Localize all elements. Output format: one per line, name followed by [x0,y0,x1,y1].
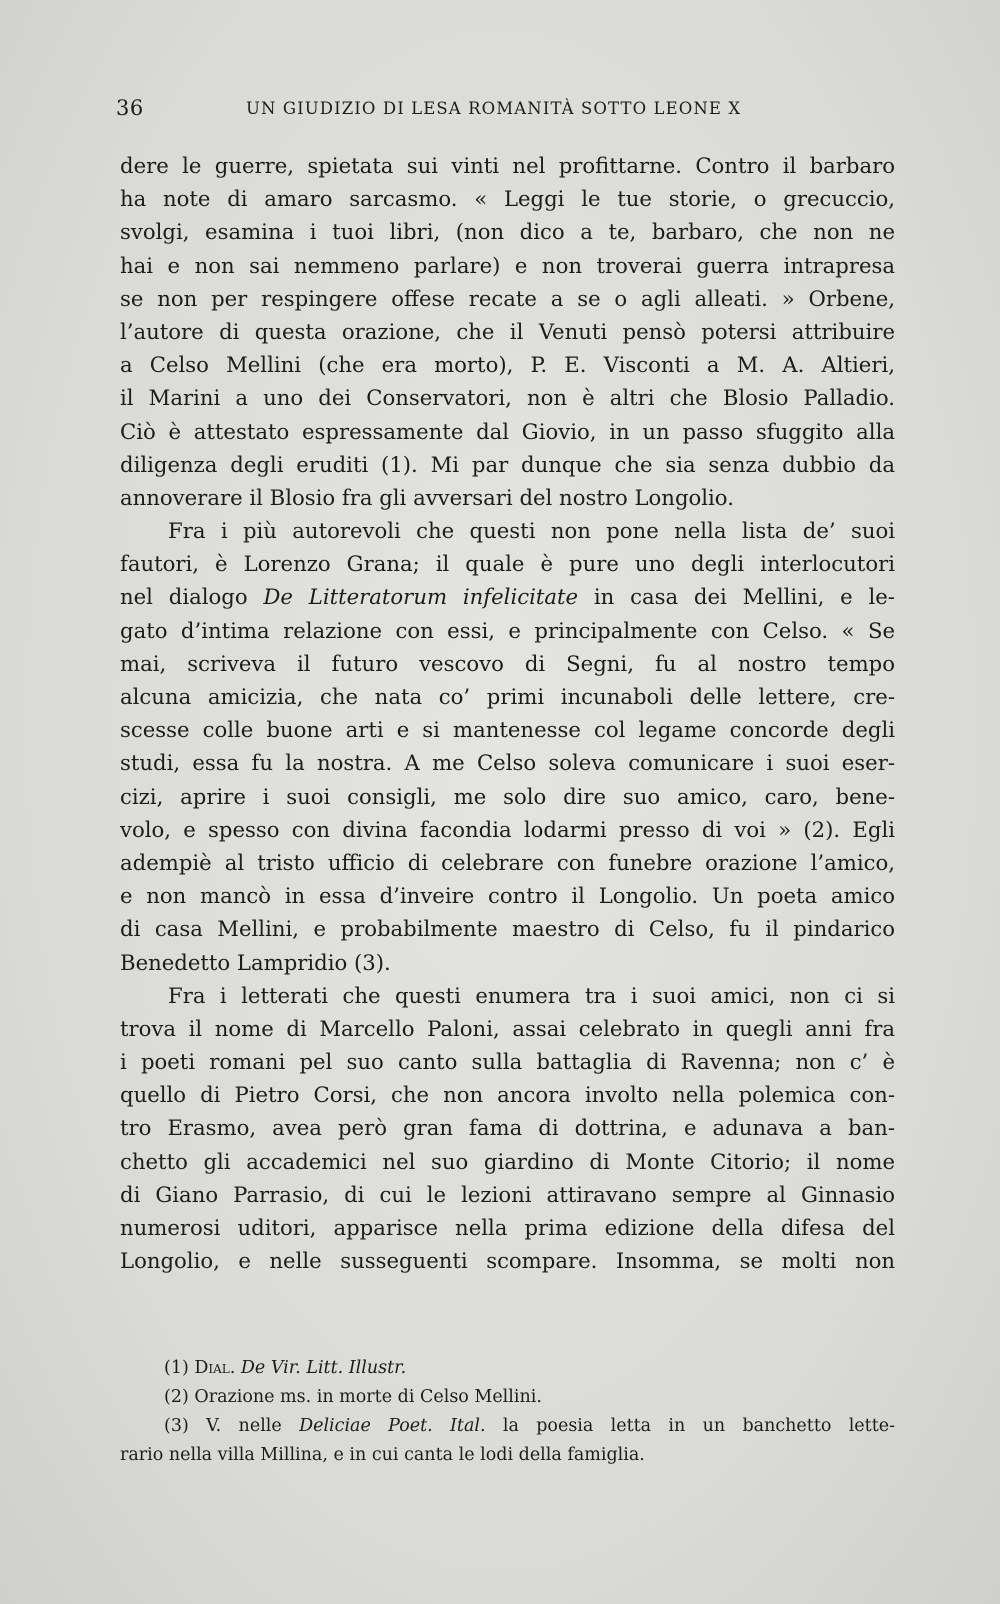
text-line: chetto gli accademici nel suo giardino di Monte Citorio; il nome [120,1148,895,1174]
text-line: ha note di amaro sarcasmo. « Leggi le tue storie, o grecuccio, [120,186,895,212]
paragraph-start-line: Fra i letterati che questi enumera tra i suoi amici, non ci si [168,982,895,1008]
text-line: tro Erasmo, avea però gran fama di dottrina, e adunava a ban- [120,1115,895,1141]
text-line: Ciò è attestato espressamente dal Giovio, in un passo sfuggito alla [120,418,895,444]
text-line: adempiè al tristo ufficio di celebrare con funebre orazione l’amico, [120,849,895,875]
page-number: 36 [116,96,144,120]
footnote-abbreviation: Dial. [194,1358,236,1378]
footnote-marker: (1) [164,1358,195,1378]
footnote-text: la poesia letta in un banchetto lette- [485,1416,895,1436]
text-segment: nel dialogo [120,584,264,610]
text-line: se non per respingere offese recate a se o agli alleati. » Orbene, [120,285,895,311]
running-head [116,96,896,130]
text-line: gato d’intima relazione con essi, e principalmente con Celso. « Se [120,617,895,643]
footnote-1 [120,1354,895,1383]
running-title: UN GIUDIZIO DI LESA ROMANITÀ SOTTO LEONE X [246,99,742,118]
body-text [120,149,895,1277]
text-line: studi, essa fu la nostra. A me Celso soleva comunicare i suoi eser- [120,750,895,776]
text-line-with-title [120,580,895,613]
footnote-title: De Vir. Litt. Illustr. [235,1358,407,1378]
footnote-2: (2) Orazione ms. in morte di Celso Mellini. [164,1387,542,1407]
footnote-text: (3) V. nelle [164,1416,300,1436]
paragraph-start-line: Fra i più autorevoli che questi non pone nella lista de’ suoi [168,518,895,544]
text-line: Longolio, e nelle susseguenti scompare. Insomma, se molti non [120,1248,895,1274]
text-line: trova il nome di Marcello Paloni, assai celebrato in quegli anni fra [120,1015,895,1041]
text-line: e non mancò in essa d’inveire contro il Longolio. Un poeta amico [120,883,895,909]
text-line: fautori, è Lorenzo Grana; il quale è pure uno degli interlocutori [120,551,895,577]
text-line: numerosi uditori, apparisce nella prima edizione della difesa del [120,1215,895,1240]
text-line: volo, e spesso con divina facondia lodarmi presso di voi » (2). Egli [120,816,895,842]
text-line: hai e non sai nemmeno parlare) e non troverai guerra intrapresa [120,252,895,278]
text-line: annoverare il Blosio fra gli avversari del nostro Longolio. [120,484,734,510]
text-line: scesse colle buone arti e si mantenesse col legame concorde degli [120,717,895,743]
footnote-title: Deliciae Poet. Ital. [299,1416,486,1436]
text-line: svolgi, esamina i tuoi libri, (non dico a te, barbaro, che non ne [120,219,895,245]
text-line: dere le guerre, spietata sui vinti nel profittarne. Contro il barbaro [120,153,895,178]
text-line: quello di Pietro Corsi, che non ancora involto nella polemica con- [120,1082,895,1108]
text-line: Benedetto Lampridio (3). [120,949,391,975]
text-line: mai, scriveva il futuro vescovo di Segni, fu al nostro tempo [120,650,895,676]
text-line: il Marini a uno dei Conservatori, non è altri che Blosio Palladio. [120,385,895,411]
text-line: l’autore di questa orazione, che il Venuti pensò potersi attribuire [120,318,895,344]
text-line: cizi, aprire i suoi consigli, me solo dire suo amico, caro, bene- [120,783,895,809]
text-line: i poeti romani pel suo canto sulla battaglia di Ravenna; non c’ è [120,1049,895,1075]
work-title: De Litteratorum infelicitate [263,584,579,610]
text-segment: in casa dei Mellini, e le- [578,584,895,610]
footnote-3-continued: rario nella villa Millina, e in cui canta le lodi della famiglia. [120,1445,645,1465]
text-line: alcuna amicizia, che nata co’ primi incunaboli delle lettere, cre- [120,684,895,709]
text-line: diligenza degli eruditi (1). Mi par dunque che sia senza dubbio da [120,451,895,477]
text-line: di Giano Parrasio, di cui le lezioni attiravano sempre al Ginnasio [120,1181,895,1207]
footnote-3 [120,1412,895,1441]
footnotes [120,1354,895,1470]
text-line: di casa Mellini, e probabilmente maestro di Celso, fu il pindarico [120,916,895,942]
text-line: a Celso Mellini (che era morto), P. E. Visconti a M. A. Altieri, [120,352,895,378]
